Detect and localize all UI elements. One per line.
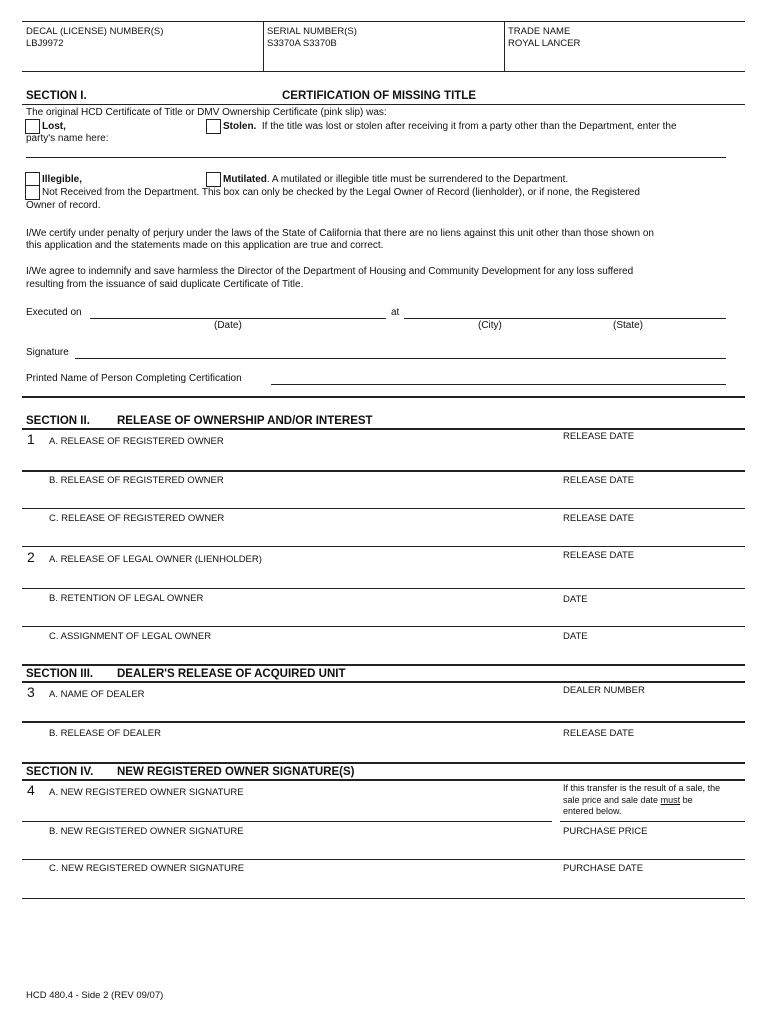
section-2-bottom-rule (22, 664, 745, 666)
row-rule (22, 626, 745, 627)
row-rule (22, 546, 745, 547)
not-received-checkbox[interactable] (25, 185, 40, 200)
sale-note-text-end: be (680, 794, 693, 805)
section-3-number: SECTION III. (26, 668, 94, 680)
purchase-date-label: PURCHASE DATE (563, 863, 644, 874)
section-2-title: RELEASE OF OWNERSHIP AND/OR INTEREST (117, 415, 373, 427)
section-3-group-number: 3 (27, 684, 35, 700)
at-label: at (391, 307, 400, 318)
assignment-date-label: DATE (563, 631, 588, 642)
dealer-name-label: A. NAME OF DEALER (49, 689, 145, 700)
executed-location-line[interactable] (404, 318, 726, 319)
lost-checkbox[interactable] (25, 119, 40, 134)
trade-name-label: TRADE NAME (508, 26, 571, 37)
city-caption: (City) (478, 320, 502, 331)
section-1-title: CERTIFICATION OF MISSING TITLE (282, 90, 477, 102)
header-divider (504, 21, 505, 71)
dealer-release-date-label: RELEASE DATE (563, 728, 635, 739)
stolen-checkbox[interactable] (206, 119, 221, 134)
purchase-price-label: PURCHASE PRICE (563, 826, 648, 837)
sale-note-line-2 (563, 795, 745, 807)
row-rule (560, 821, 745, 822)
executed-date-line[interactable] (90, 318, 386, 319)
party-name-label: party's name here: (26, 133, 109, 144)
release-legal-owner-label: A. RELEASE OF LEGAL OWNER (LIENHOLDER) (49, 554, 262, 565)
signature-label: Signature (26, 347, 69, 358)
section-1-intro: The original HCD Certificate of Title or DMV Ownership Certificate (pink slip) was: (26, 107, 387, 118)
executed-on-label: Executed on (26, 307, 82, 318)
section-2-group-1-number: 1 (27, 431, 35, 447)
sale-note-line-3: entered below. (563, 806, 622, 816)
serial-label: SERIAL NUMBER(S) (267, 26, 357, 37)
sale-note-line-1: If this transfer is the result of a sale, the (563, 783, 721, 793)
retention-legal-owner-label: B. RETENTION OF LEGAL OWNER (49, 593, 204, 604)
section-3-rule (22, 681, 745, 683)
dealer-number-label: DEALER NUMBER (563, 685, 645, 696)
section-4-group-number: 4 (27, 782, 35, 798)
retention-date-label: DATE (563, 594, 588, 605)
certify-text-2: this application and the statements made on this application are true and correct. (26, 240, 384, 251)
mutilated-label: Mutilated (223, 174, 267, 185)
row-rule (22, 859, 745, 860)
decal-value[interactable]: LBJ9972 (26, 38, 64, 49)
row-rule (22, 588, 745, 589)
release-date-b-label: RELEASE DATE (563, 475, 635, 486)
lost-label: Lost, (42, 121, 66, 132)
mutilated-row (223, 174, 568, 185)
sale-note (563, 783, 745, 818)
indemnify-text-2: resulting from the issuance of said duplicate Certificate of Title. (26, 279, 304, 290)
section-4-bottom-rule (22, 898, 745, 899)
section-2-number: SECTION II. (26, 415, 90, 427)
release-registered-owner-b-label: B. RELEASE OF REGISTERED OWNER (49, 475, 224, 486)
release-registered-owner-c-label: C. RELEASE OF REGISTERED OWNER (49, 513, 225, 524)
serial-value[interactable]: S3370A S3370B (267, 38, 337, 49)
mutilated-text: . A mutilated or illegible title must be surrendered to the Department. (266, 174, 569, 185)
section-1-bottom-rule (22, 396, 745, 398)
section-4-rule (22, 779, 745, 781)
illegible-label: Illegible, (42, 174, 83, 185)
certify-text: I/We certify under penalty of perjury under the laws of the State of California that there are no liens against this unit other than those shown on (26, 228, 654, 239)
not-received-text-2: Owner of record. (26, 200, 101, 211)
row-rule (22, 508, 745, 509)
not-received-text: Not Received from the Department. This box can only be checked by the Legal Owner of Record (lienholder), or if none, the Registered (42, 187, 640, 198)
stolen-text: If the title was lost or stolen after receiving it from a party other than the Department, enter the (261, 121, 677, 132)
section-4-number: SECTION IV. (26, 766, 94, 778)
release-date-c-label: RELEASE DATE (563, 513, 635, 524)
sale-note-must: must (660, 794, 681, 805)
header-divider (263, 21, 264, 71)
release-date-a-label: RELEASE DATE (563, 431, 635, 442)
section-1-number: SECTION I. (26, 90, 87, 102)
section-2-group-2-number: 2 (27, 549, 35, 565)
party-name-line[interactable] (26, 157, 726, 158)
assignment-legal-owner-label: C. ASSIGNMENT OF LEGAL OWNER (49, 631, 212, 642)
new-owner-signature-a-label: A. NEW REGISTERED OWNER SIGNATURE (49, 787, 244, 798)
section-1-rule (22, 104, 745, 105)
signature-line[interactable] (75, 358, 726, 359)
header-bottom-rule (22, 71, 745, 72)
new-owner-signature-c-label: C. NEW REGISTERED OWNER SIGNATURE (49, 863, 245, 874)
release-registered-owner-a-label: A. RELEASE OF REGISTERED OWNER (49, 436, 224, 447)
stolen-label: Stolen. (223, 121, 257, 132)
date-caption: (Date) (214, 320, 242, 331)
printed-name-label: Printed Name of Person Completing Certification (26, 373, 242, 384)
header-top-rule (22, 21, 745, 22)
decal-label: DECAL (LICENSE) NUMBER(S) (26, 26, 164, 37)
indemnify-text: I/We agree to indemnify and save harmless the Director of the Department of Housing and Community Development for any loss suffered (26, 266, 634, 277)
row-rule (22, 470, 745, 472)
dealer-release-label: B. RELEASE OF DEALER (49, 728, 161, 739)
row-rule (22, 821, 552, 822)
form-id: HCD 480.4 - Side 2 (REV 09/07) (26, 990, 164, 1001)
stolen-row (223, 121, 677, 132)
printed-name-line[interactable] (271, 384, 726, 385)
section-3-bottom-rule (22, 762, 745, 764)
row-rule (22, 721, 745, 723)
section-4-title: NEW REGISTERED OWNER SIGNATURE(S) (117, 766, 355, 778)
sale-note-text: sale price and sale date (563, 794, 661, 805)
new-owner-signature-b-label: B. NEW REGISTERED OWNER SIGNATURE (49, 826, 244, 837)
legal-release-date-label: RELEASE DATE (563, 550, 635, 561)
section-3-title: DEALER'S RELEASE OF ACQUIRED UNIT (117, 668, 346, 680)
mutilated-checkbox[interactable] (206, 172, 221, 187)
section-2-rule (22, 428, 745, 430)
state-caption: (State) (613, 320, 644, 331)
trade-name-value[interactable]: ROYAL LANCER (508, 38, 581, 49)
